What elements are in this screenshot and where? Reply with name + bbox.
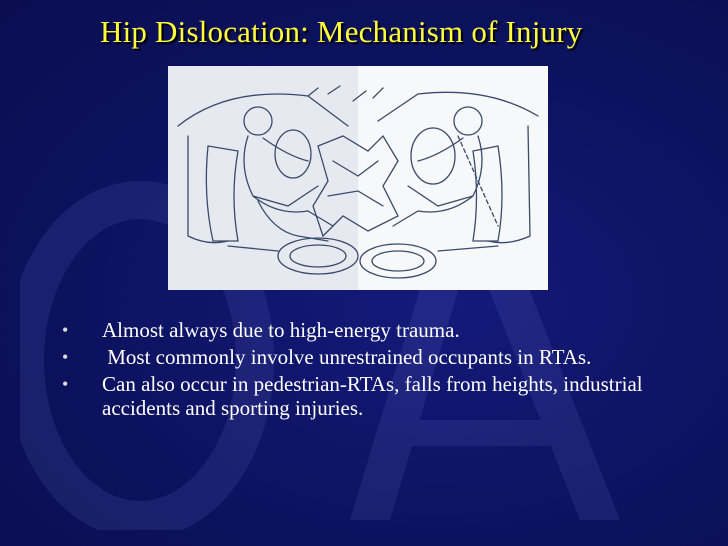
bullet-marker: •: [62, 374, 69, 394]
bullet-item: [62, 372, 702, 420]
bullet-marker: •: [62, 347, 69, 367]
slide-title: Hip Dislocation: Mechanism of Injury: [100, 14, 583, 49]
bullet-list: [62, 318, 702, 423]
crash-illustration: [168, 66, 548, 290]
bullet-text: Almost always due to high-energy trauma.: [102, 318, 460, 342]
bullet-text: Most commonly involve unrestrained occupants in RTAs.: [102, 345, 592, 369]
bullet-item: [62, 318, 702, 342]
bullet-text: Can also occur in pedestrian-RTAs, falls from heights, industrial accidents and sporting injuries.: [102, 372, 643, 420]
bullet-item: [62, 345, 702, 369]
bullet-marker: •: [62, 320, 69, 340]
